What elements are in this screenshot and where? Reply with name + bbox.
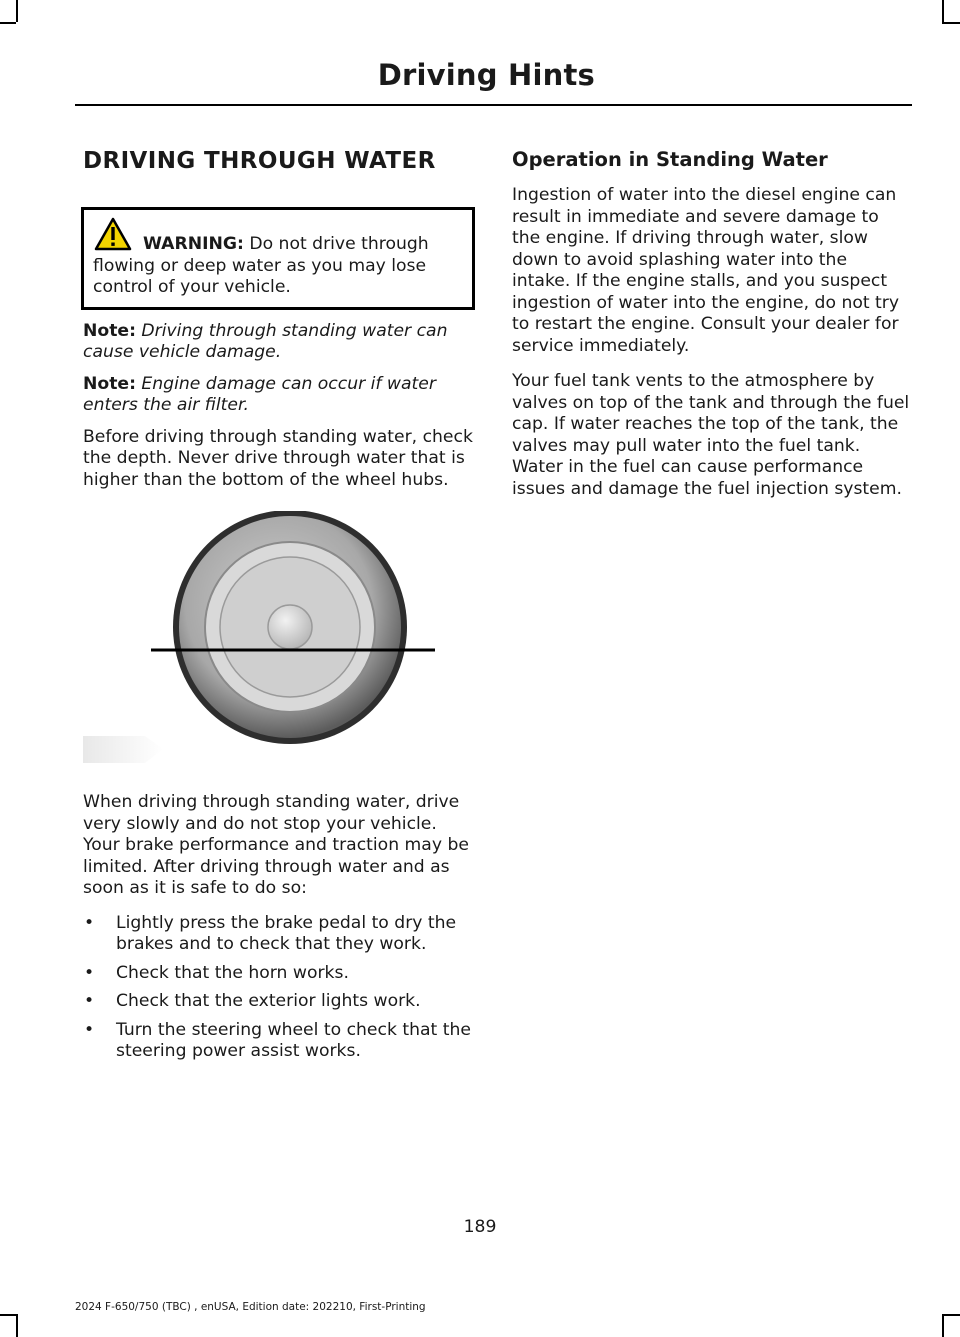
left-column [83,148,475,1070]
list-item: • Check that the exterior lights work. [83,991,475,1013]
warning-text: Do not drive through flowing or deep water as you may lose control of your vehicle. [93,234,429,297]
warning-box [81,207,475,310]
crop-mark [942,22,960,24]
note: Note: Driving through standing water can cause vehicle damage. [83,320,448,362]
wheel-hub-figure [83,511,475,766]
figure-tag [83,736,163,763]
page-header-title: Driving Hints [377,58,595,92]
note: Note: Engine damage can occur if water enters the air filter. [83,373,436,415]
warning-triangle-icon [94,217,132,251]
list-item: • Check that the horn works. [83,963,475,985]
page-number: 189 [463,1217,497,1237]
crop-mark [942,1314,960,1316]
crop-mark [942,1314,944,1337]
sub-heading: Operation in Standing Water [512,148,828,171]
wheel-hub [268,605,312,649]
crop-mark [942,0,944,22]
list-item: • Lightly press the brake pedal to dry the brakes and to check that they work. [83,913,475,956]
paragraph-ingestion: Ingestion of water into the diesel engine can result in immediate and severe damage to the engine. If driving through water, slow down to avoid splashing water into the intake. If the engine stalls, and you suspect ingestion of water into the engine, do not try to restart the engine. Consult your dealer for service immediately. [512,185,900,356]
header-divider [75,104,912,106]
paragraph-depth-check: Before driving through standing water, check the depth. Never drive through water that is higher than the bottom of the wheel hubs. [83,426,473,490]
paragraph-fuel-tank: Your fuel tank vents to the atmosphere by valves on top of the tank and through the fuel cap. If water reaches the top of the tank, the valves may pull water into the fuel tank. Water in the fuel can cause performance issues and damage the fuel injection system. [512,371,910,499]
crop-mark [16,0,18,22]
paragraph-after-water: When driving through standing water, drive very slowly and do not stop your vehicle. Your brake performance and traction may be limited. After driving through water and as soon as it is safe to do so: [83,792,469,898]
section-heading: DRIVING THROUGH WATER [83,148,436,174]
edition-footer: 2024 F-650/750 (TBC) , enUSA, Edition date: 202210, First-Printing [75,1301,426,1313]
after-water-checklist [83,913,475,1063]
right-column [512,148,910,510]
crop-mark [0,22,16,24]
wheel-hub-illustration [83,511,475,766]
list-item: • Turn the steering wheel to check that the steering power assist works. [83,1020,475,1063]
crop-mark [16,1314,18,1337]
warning-label: WARNING: [143,234,244,254]
crop-mark [0,1314,16,1316]
